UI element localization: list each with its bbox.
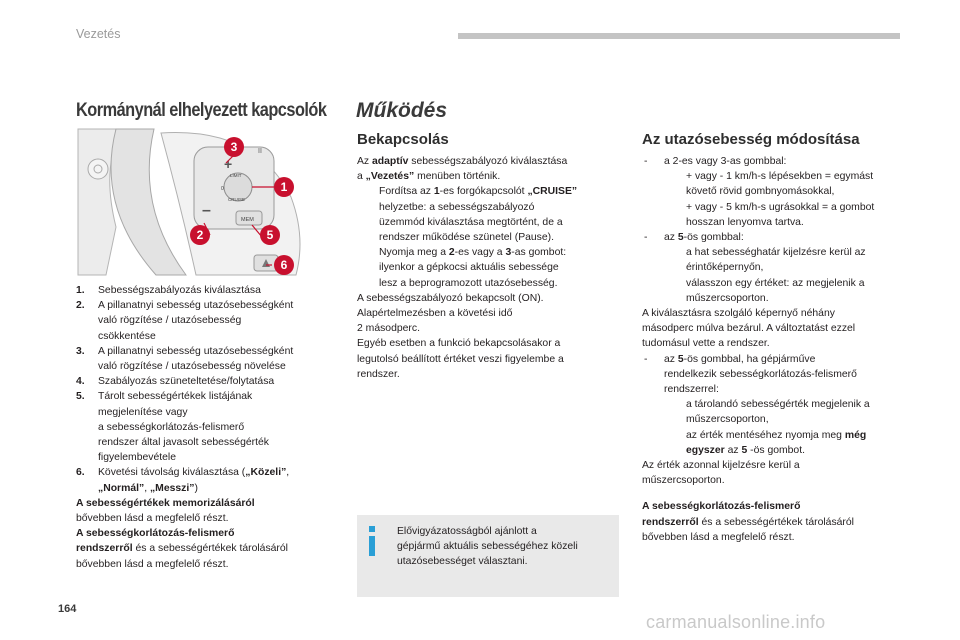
legend-list: 1. Sebességszabályozás kiválasztása 2. A pillanatnyi sebesség utazósebességként való rögzítése / utazósebesség csökkentése 3. A pillanatnyi sebesség utazósebességként való rögzítése / utazósebesség növelése 4. Szabályozás szüneteltetése/folytatása 5. Tárolt sebességértékek listájának megjelenítése vagy a sebességkorlátozás-felismerő rendszer által javasolt sebességérték figyelembevétele 6. Követési távolság kiválasztása („Közeli”, „Normál”, „Messzi”) A sebességértékek memorizálásáról bővebben lásd a megfelelő részt. A sebességkorlátozás-felismerő rendszerről és a sebességértékek tárolásáról bővebben lásd a megfelelő részt.: [76, 283, 344, 572]
steering-controls-title: Kormánynál elhelyezett kapcsolók: [76, 100, 327, 121]
memorize-note: A sebességértékek memorizálásáról: [76, 497, 255, 509]
callout-2-label: 2: [196, 228, 204, 242]
recognition-reference: A sebességkorlátozás-felismerő: [642, 501, 801, 513]
legend-item-1: 1. Sebességszabályozás kiválasztása: [76, 285, 261, 296]
activation-step-2: Nyomja meg a 2-es vagy a 3-as gombot: ilyenkor a gépkocsi aktuális sebessége lesz a beprogramozott utazósebesség.: [379, 247, 567, 289]
legend-item-4: 4. Szabályozás szüneteltetése/folytatása: [76, 376, 275, 388]
header-section-label: Vezetés: [76, 27, 121, 41]
legend-item-2: 2. A pillanatnyi sebesség utazósebességként való rögzítése / utazósebesség csökkentése: [76, 300, 294, 342]
activation-subtitle: Bekapcsolás: [357, 131, 449, 148]
legend-item-3: 3. A pillanatnyi sebesség utazósebességként való rögzítése / utazósebesség növelése: [76, 345, 294, 373]
stalk-knob-icon: [88, 159, 108, 179]
stalk-shape: [78, 129, 116, 275]
info-text: Elővigyázatosságból ajánlott a gépjármű aktuális sebességéhez közeli utazósebességet választani.: [397, 526, 578, 568]
speed-change-subtitle: Az utazósebesség módosítása: [642, 131, 860, 148]
recognition-note: A sebességkorlátozás-felismerő: [76, 528, 235, 540]
header-divider-bar: [458, 33, 900, 39]
mem-label: MEM: [241, 217, 254, 223]
cruise-label: CRUISE: [228, 197, 246, 202]
minus-label: –: [202, 202, 211, 219]
pause-label: II: [258, 148, 262, 155]
activation-step-1: Fordítsa az 1-es forgókapcsolót „CRUISE” helyzetbe: a sebességszabályozó üzemmód kiválasztása megtörtént, de a rendszer működése szünetel (Pause).: [379, 186, 578, 244]
operation-title: Működés: [356, 99, 448, 122]
watermark: carmanualsonline.info: [646, 612, 826, 632]
page-number: 164: [58, 603, 77, 615]
callout-6-label: 6: [280, 258, 288, 272]
activation-text: Az adaptív sebességszabályozó kiválasztása a „Vezetés” menüben történik. Fordítsa az 1-es forgókapcsolót „CRUISE” helyzetbe: a sebességszabályozó üzemmód kiválasztása megtörtént, de a rendszer működése szünetel (Pause). Nyomja meg a 2-es vagy a 3-as gombot: ilyenkor a gépkocsi aktuális sebessége lesz a beprogramozott utazósebesség. A sebességszabályozó bekapcsolt (ON). Alapértelmezésben a követési idő 2 másodperc. Egyéb esetben a funkció bekapcsolásakor a legutolsó beállított értéket veszi figyelembe a rendszer.: [357, 154, 625, 382]
speed-change-option-1: - a 2-es vagy 3-as gombbal:: [644, 156, 787, 167]
callout-5-label: 5: [266, 228, 274, 242]
callout-3-label: 3: [230, 140, 238, 154]
legend-item-5: 5. Tárolt sebességértékek listájának megjelenítése vagy a sebességkorlátozás-felismerő rendszer által javasolt sebességérték figyelembevétele: [76, 391, 269, 464]
limit-label: LIMIT: [230, 173, 242, 178]
plus-label: +: [224, 156, 233, 172]
callout-1-label: 1: [280, 180, 288, 194]
speed-change-text: - a 2-es vagy 3-as gombbal: + vagy - 1 km/h-s lépésekben = egymást követő rövid gombnyomásokkal, + vagy - 5 km/h-s ugrásokkal = a gombot hosszan lenyomva tartva. - az 5-ös gombbal: a hat sebességhatár kijelzésre kerül az érintőképernyőn, válasszon egy értéket: az megjelenik a műszercsoporton. A kiválasztásra szolgáló képernyő néhány másodperc múlva bezárul. A változtatást ezzel tudomásul vette a rendszer. - az 5-ös gombbal, ha gépjárműve rendelkezik sebességkorlátozás-felismerő rendszerrel: a tárolandó sebességérték megjelenik a műszercsoporton, az érték mentéséhez nyomja meg még egyszer az 5 -ös gombot. Az érték azonnal kijelzésre kerül a műszercsoporton. A sebességkorlátozás-felismerő rendszerről és a sebességértékek tárolásáról bővebben lásd a megfelelő részt.: [642, 154, 904, 545]
legend-item-6: 6. Követési távolság kiválasztása („Közeli”, „Normál”, „Messzi”): [76, 467, 290, 494]
speed-change-option-2: - az 5-ös gombbal:: [644, 232, 744, 244]
info-icon: [366, 526, 378, 556]
speed-change-option-3: - az 5-ös gombbal, ha gépjárműve rendelkezik sebességkorlátozás-felismerő rendszerrel:: [644, 353, 857, 396]
steering-wheel-controls-figure: [76, 127, 332, 277]
zero-label: 0: [221, 186, 224, 192]
info-box: [357, 515, 619, 597]
